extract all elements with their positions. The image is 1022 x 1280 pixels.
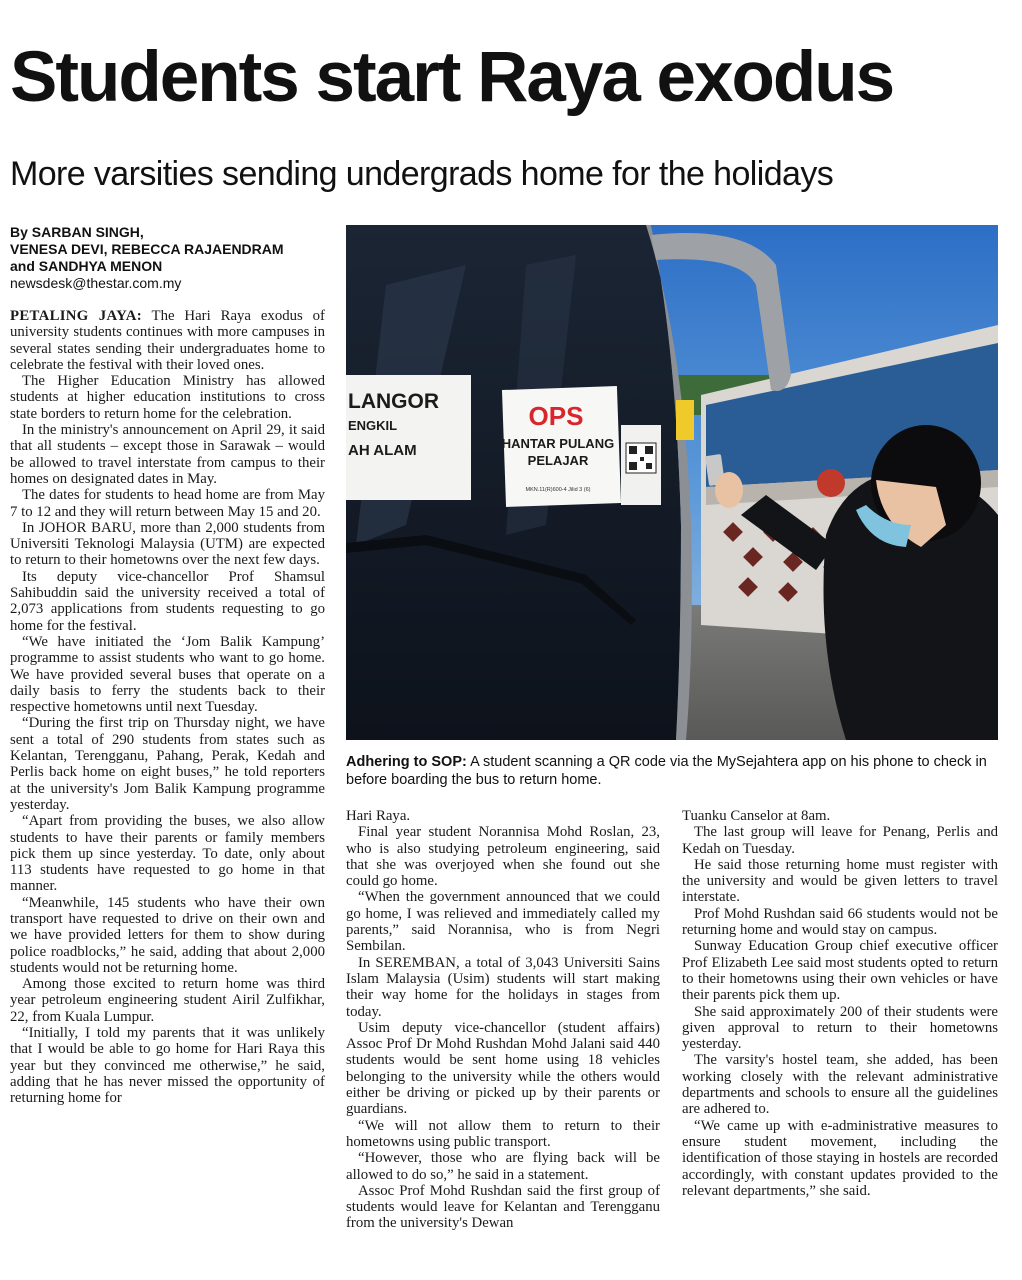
ops-title: OPS — [528, 401, 584, 431]
paragraph: The varsity's hostel team, she added, has been working closely with the relevant administrative departments and schools to ensure all the guidelines are adhered to. — [682, 1052, 998, 1118]
article-column-3 — [682, 808, 998, 1199]
paragraph: The Higher Education Ministry has allowed students at higher education institutions to cross state borders to return home for the celebration. — [10, 373, 325, 422]
paragraph: “However, those who are flying back will be allowed to do so,” he said in a statement. — [346, 1150, 660, 1183]
paragraph: He said those returning home must register with the university and would be given letters to travel interstate. — [682, 856, 998, 906]
paragraph: “Meanwhile, 145 students who have their own transport have requested to drive on their own and we have provided letters for them to show during police roadblocks,” he said, adding that about 2,000 students would not be returning home. — [10, 894, 325, 976]
bus-sign-line: AH ALAM — [348, 442, 417, 459]
paragraph: “During the first trip on Thursday night, we have sent a total of 290 students from states such as Kelantan, Terengganu, Pahang, Perak, Kedah and Perlis back home on eight buses,” he told reporters at the university's Jom Balik Kampung programme yesterday. — [10, 715, 325, 813]
paragraph: In JOHOR BARU, more than 2,000 students from Universiti Teknologi Malaysia (UTM) are expected to return to their hometowns over the next few days. — [10, 519, 325, 569]
paragraph: Sunway Education Group chief executive officer Prof Elizabeth Lee said most students opted to return to their hometowns using their own vehicles or have their parents pick them up. — [682, 938, 998, 1004]
paragraph: In the ministry's announcement on April 29, it said that all students – except those in Sarawak – would be allowed to travel interstate from campus to their homes on designated dates in May. — [10, 422, 325, 487]
paragraph-continuation: Tuanku Canselor at 8am. — [682, 808, 831, 824]
paragraph: “Apart from providing the buses, we also allow students to have their parents or family members pick them up since yesterday. To date, only about 113 students have requested to go home in that manner. — [10, 813, 325, 895]
ops-line-1: HANTAR PULANG — [501, 436, 615, 451]
paragraph: Final year student Norannisa Mohd Roslan, 23, who is also studying petroleum engineering, said that she was overjoyed when she found out she could go home. — [346, 824, 660, 890]
headline: Students start Raya exodus — [10, 38, 894, 117]
paragraph: “Initially, I told my parents that it was unlikely that I would be able to go home for Hari Raya this year but they convinced me otherwise,” he said, adding that he has never missed the opportunity of returning home for — [10, 1025, 325, 1107]
byline-email: newsdesk@thestar.com.my — [10, 275, 182, 291]
article-column-2 — [346, 808, 660, 1232]
paragraph: Its deputy vice-chancellor Prof Shamsul Sahibuddin said the university received a total of 2,073 applications from students requesting to go home for the festival. — [10, 568, 325, 634]
paragraph: In SEREMBAN, a total of 3,043 Universiti Sains Islam Malaysia (Usim) students will start making their way home for the holidays in stages from today. — [346, 954, 660, 1020]
lead-paragraph — [10, 308, 325, 373]
photo-caption — [346, 753, 998, 789]
caption-lead: Adhering to SOP: — [346, 754, 467, 770]
paragraph-continuation: Hari Raya. — [346, 808, 411, 824]
paragraph: The dates for students to head home are from May 7 to 12 and they will return between May 15 and 20. — [10, 487, 325, 520]
ops-line-2: PELAJAR — [527, 453, 589, 468]
paragraph: Usim deputy vice-chancellor (student affairs) Assoc Prof Dr Mohd Rushdan Mohd Jalani said 440 students would be sent home using 18 vehicles belonging to the university while the others would either be driving or picked up by their parents or guardians. — [346, 1019, 660, 1118]
dateline: PETALING JAYA: — [10, 308, 142, 324]
byline — [10, 224, 340, 292]
bus-sign-line: LANGOR — [348, 390, 439, 413]
paragraph: Prof Mohd Rushdan said 66 students would not be returning home and would stay on campus. — [682, 905, 998, 939]
byline-line: and SANDHYA MENON — [10, 258, 163, 274]
paragraph: She said approximately 200 of their students were given approval to return to their hometowns yesterday. — [682, 1003, 998, 1053]
byline-line: By SARBAN SINGH, — [10, 224, 144, 240]
article-column-1 — [10, 308, 325, 1107]
caption-text: A student scanning a QR code via the MySejahtera app on his phone to check in before boarding the bus to return home. — [346, 754, 987, 788]
paragraph: “We came up with e-administrative measures to ensure student movement, including the identification of those staying in hostels are recorded accordingly, with constant updates provided to the relevant departments,” she said. — [682, 1117, 998, 1199]
subheadline: More varsities sending undergrads home for the holidays — [10, 155, 834, 193]
paragraph: Assoc Prof Mohd Rushdan said the first group of students would leave for Kelantan and Terengganu from the university's Dewan — [346, 1182, 660, 1232]
lead-text: The Hari Raya exodus of university students continues with more campuses in several states sending their undergraduates home to celebrate the festival with their loved ones. — [10, 308, 325, 373]
byline-line: VENESA DEVI, REBECCA RAJAENDRAM — [10, 241, 284, 257]
paragraph: “When the government announced that we could go home, I was relieved and immediately called my parents,” said Norannisa, who is from Negri Sembilan. — [346, 889, 660, 955]
bus-sign-line: ENGKIL — [348, 418, 398, 433]
paragraph: Among those excited to return home was third year petroleum engineering student Airil Zulfikhar, 22, from Kuala Lumpur. — [10, 976, 325, 1025]
bus-photo — [346, 225, 998, 740]
paragraph: “We will not allow them to return to their hometowns using public transport. — [346, 1117, 660, 1150]
paragraph: The last group will leave for Penang, Perlis and Kedah on Tuesday. — [682, 824, 998, 857]
qr-code-icon — [621, 425, 661, 505]
ops-small-text: MKN.11(R)600-4 Jilid 3 (6) — [525, 487, 591, 493]
paragraph: “We have initiated the ‘Jom Balik Kampung’ programme to assist students who want to go home. We have provided several buses that operate on a daily basis to ferry the students back to their respective hometowns until next Tuesday. — [10, 633, 325, 716]
